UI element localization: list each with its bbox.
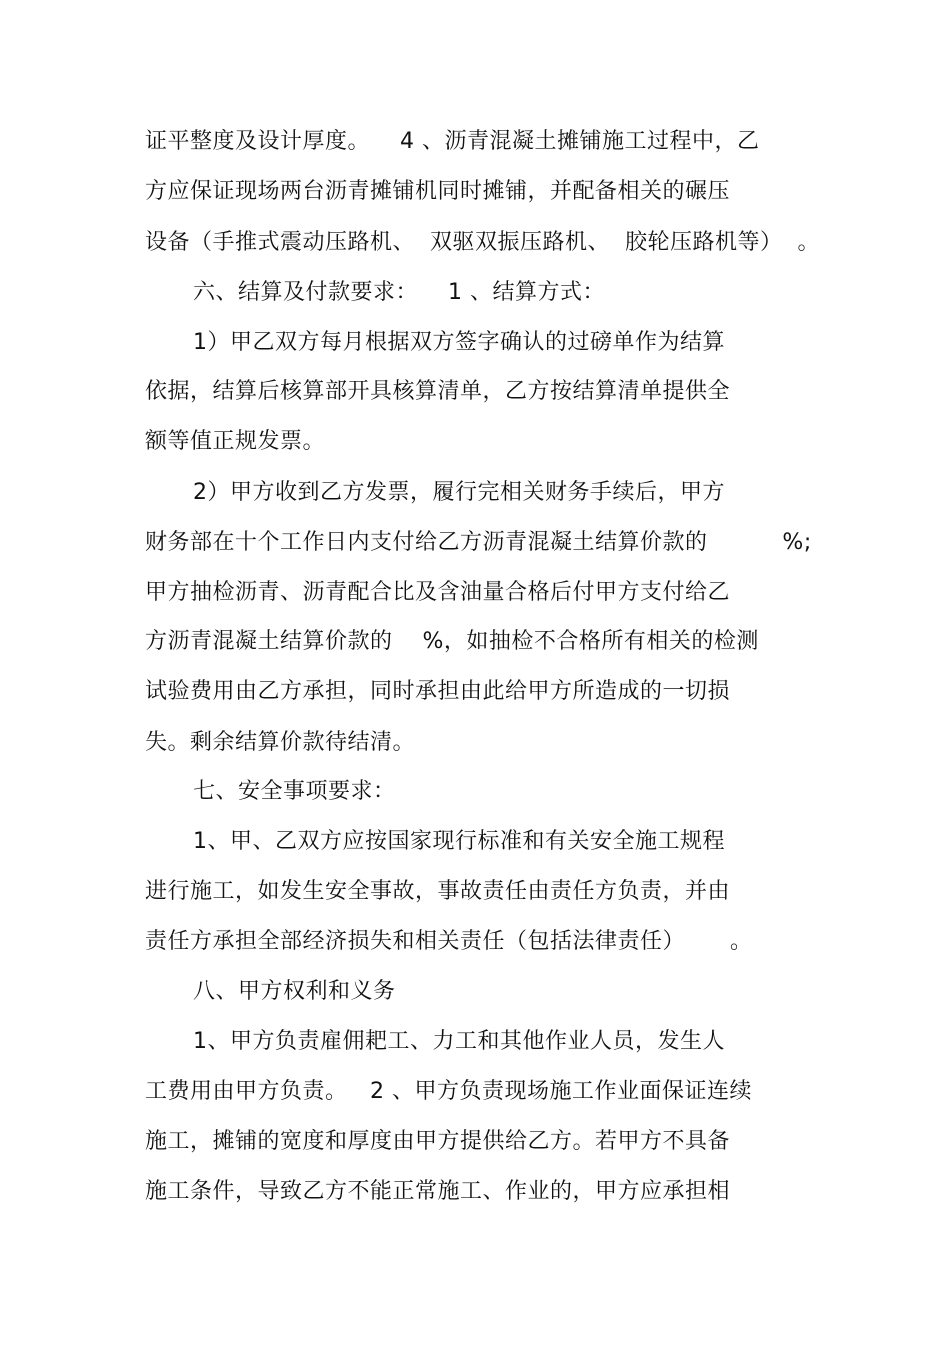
text-line: 财务部在十个工作日内支付给乙方沥青混凝土结算价款的 %; [145, 530, 812, 555]
text-line: 2）甲方收到乙方发票，履行完相关财务手续后，甲方 [193, 480, 725, 505]
text-line: 方沥青混凝土结算价款的 %，如抽检不合格所有相关的检测 [145, 629, 759, 654]
text-line: 试验费用由乙方承担，同时承担由此给甲方所造成的一切损 [145, 679, 731, 704]
text-line: 施工条件，导致乙方不能正常施工、作业的，甲方应承担相 [145, 1179, 731, 1204]
text-line: 依据，结算后核算部开具核算清单，乙方按结算清单提供全 [145, 379, 731, 404]
section-heading: 六、结算及付款要求： 1 、结算方式： [193, 280, 605, 305]
text-line: 施工，摊铺的宽度和厚度由甲方提供给乙方。若甲方不具备 [145, 1129, 731, 1154]
text-line: 额等值正规发票。 [145, 429, 326, 454]
text-line: 设备（手推式震动压路机、 双驱双振压路机、 胶轮压路机等） 。 [145, 230, 820, 255]
section-heading: 八、甲方权利和义务 [193, 979, 396, 1004]
text-line: 工费用由甲方负责。 2 、甲方负责现场施工作业面保证连续 [145, 1079, 752, 1104]
text-line: 甲方抽检沥青、沥青配合比及含油量合格后付甲方支付给乙 [145, 580, 731, 605]
text-line: 责任方承担全部经济损失和相关责任（包括法律责任） 。 [145, 929, 753, 954]
text-line: 1）甲乙双方每月根据双方签字确认的过磅单作为结算 [193, 330, 725, 355]
section-heading: 七、安全事项要求： [193, 779, 396, 804]
text-line: 1、甲、乙双方应按国家现行标准和有关安全施工规程 [193, 829, 725, 854]
text-line: 失。剩余结算价款待结清。 [145, 730, 416, 755]
text-line: 1、甲方负责雇佣耙工、力工和其他作业人员，发生人 [193, 1029, 725, 1054]
text-line: 进行施工，如发生安全事故，事故责任由责任方负责，并由 [145, 879, 731, 904]
text-line: 证平整度及设计厚度。 4 、沥青混凝土摊铺施工过程中，乙 [145, 129, 760, 154]
text-line: 方应保证现场两台沥青摊铺机同时摊铺，并配备相关的碾压 [145, 179, 731, 204]
